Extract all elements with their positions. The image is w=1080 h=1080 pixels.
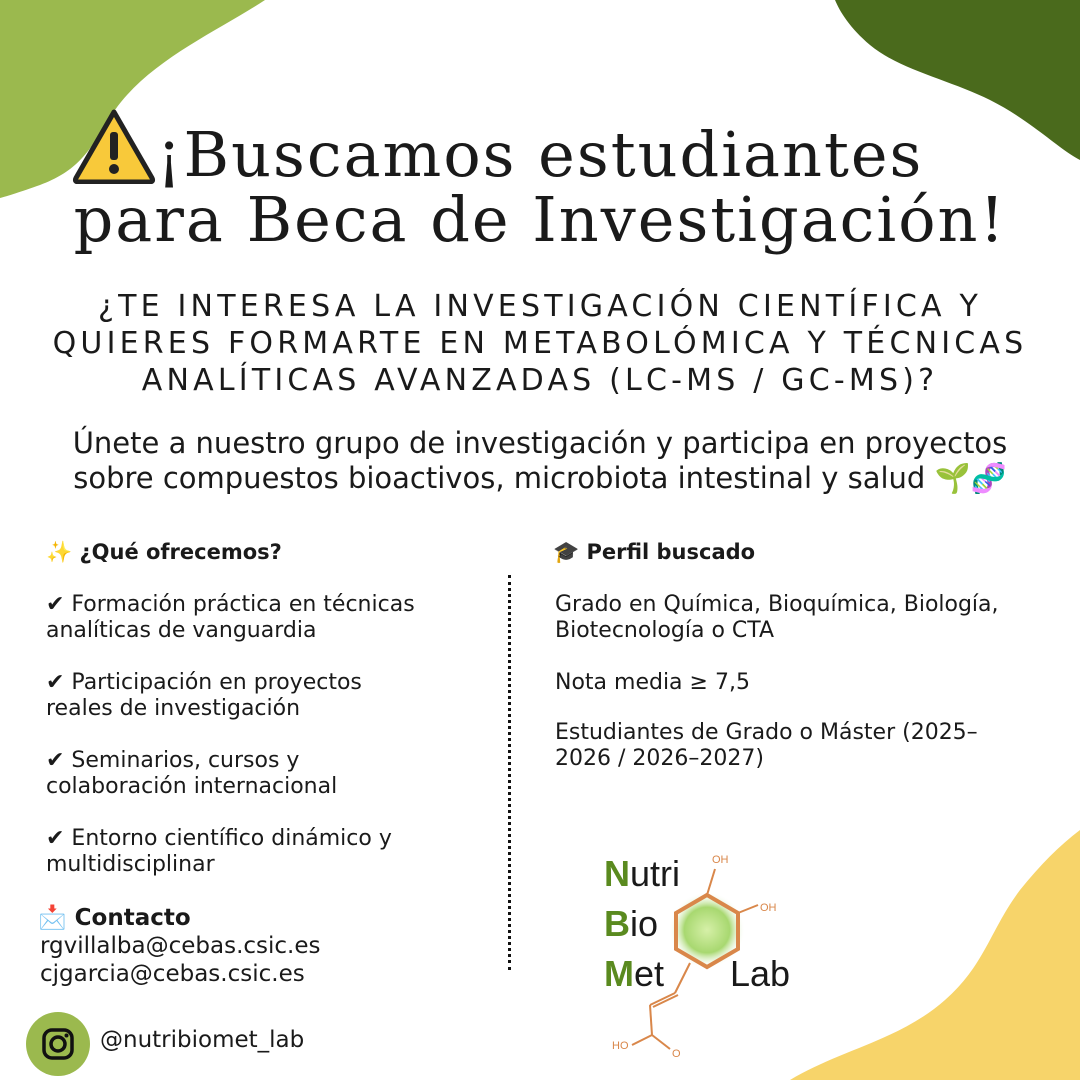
- intro-line-2: sobre compuestos bioactivos, microbiota intestinal y salud 🌱🧬: [73, 461, 1007, 495]
- column-divider: [508, 575, 511, 970]
- offer-item: ✔ Participación en proyectos reales de investigación: [46, 670, 362, 721]
- logo-oh-1: OH: [712, 854, 729, 866]
- offer-heading: ✨ ¿Qué ofrecemos?: [46, 540, 282, 564]
- profile-item: Estudiantes de Grado o Máster (2025– 2026 / 2026–2027): [555, 720, 978, 771]
- profile-heading: 🎓 Perfil buscado: [553, 540, 756, 564]
- contact-email-1[interactable]: rgvillalba@cebas.csic.es: [40, 933, 321, 959]
- question-line-2: QUIERES FORMARTE EN METABOLÓMICA Y TÉCNICAS: [52, 326, 1028, 361]
- profile-item: Nota media ≥ 7,5: [555, 670, 750, 695]
- bottom-right-yellow-blob: [790, 830, 1080, 1080]
- nutribiomet-logo: [590, 845, 820, 1060]
- question-line-1: ¿TE INTERESA LA INVESTIGACIÓN CIENTÍFICA Y: [97, 289, 983, 324]
- offer-item: ✔ Entorno científico dinámico y multidisciplinar: [46, 826, 392, 877]
- instagram-handle[interactable]: @nutribiomet_lab: [100, 1027, 305, 1053]
- logo-o: O: [672, 1048, 681, 1060]
- logo-word-lab: Lab: [730, 953, 791, 994]
- instagram-icon: [26, 1012, 90, 1076]
- contact-email-2[interactable]: cjgarcia@cebas.csic.es: [40, 961, 305, 987]
- instagram-badge[interactable]: [26, 1012, 90, 1076]
- contact-heading: 📩 Contacto: [38, 905, 191, 931]
- logo-ho: HO: [612, 1040, 629, 1052]
- logo-word-bio: Bio: [604, 903, 659, 944]
- title-line-2: para Beca de Investigación!: [73, 183, 1007, 256]
- question-line-3: ANALÍTICAS AVANZADAS (LC-MS / GC-MS)?: [141, 363, 939, 398]
- intro-line-1: Únete a nuestro grupo de investigación y participa en proyectos: [72, 426, 1008, 460]
- profile-item: Grado en Química, Bioquímica, Biología, Biotecnología o CTA: [555, 592, 999, 643]
- logo-word-met: Met: [604, 953, 665, 994]
- logo-word-nutri: Nutri: [604, 853, 681, 894]
- logo-oh-2: OH: [760, 902, 777, 914]
- offer-item: ✔ Seminarios, cursos y colaboración internacional: [46, 748, 338, 799]
- offer-item: ✔ Formación práctica en técnicas analíticas de vanguardia: [46, 592, 415, 643]
- title-line-1: ¡Buscamos estudiantes: [156, 118, 924, 191]
